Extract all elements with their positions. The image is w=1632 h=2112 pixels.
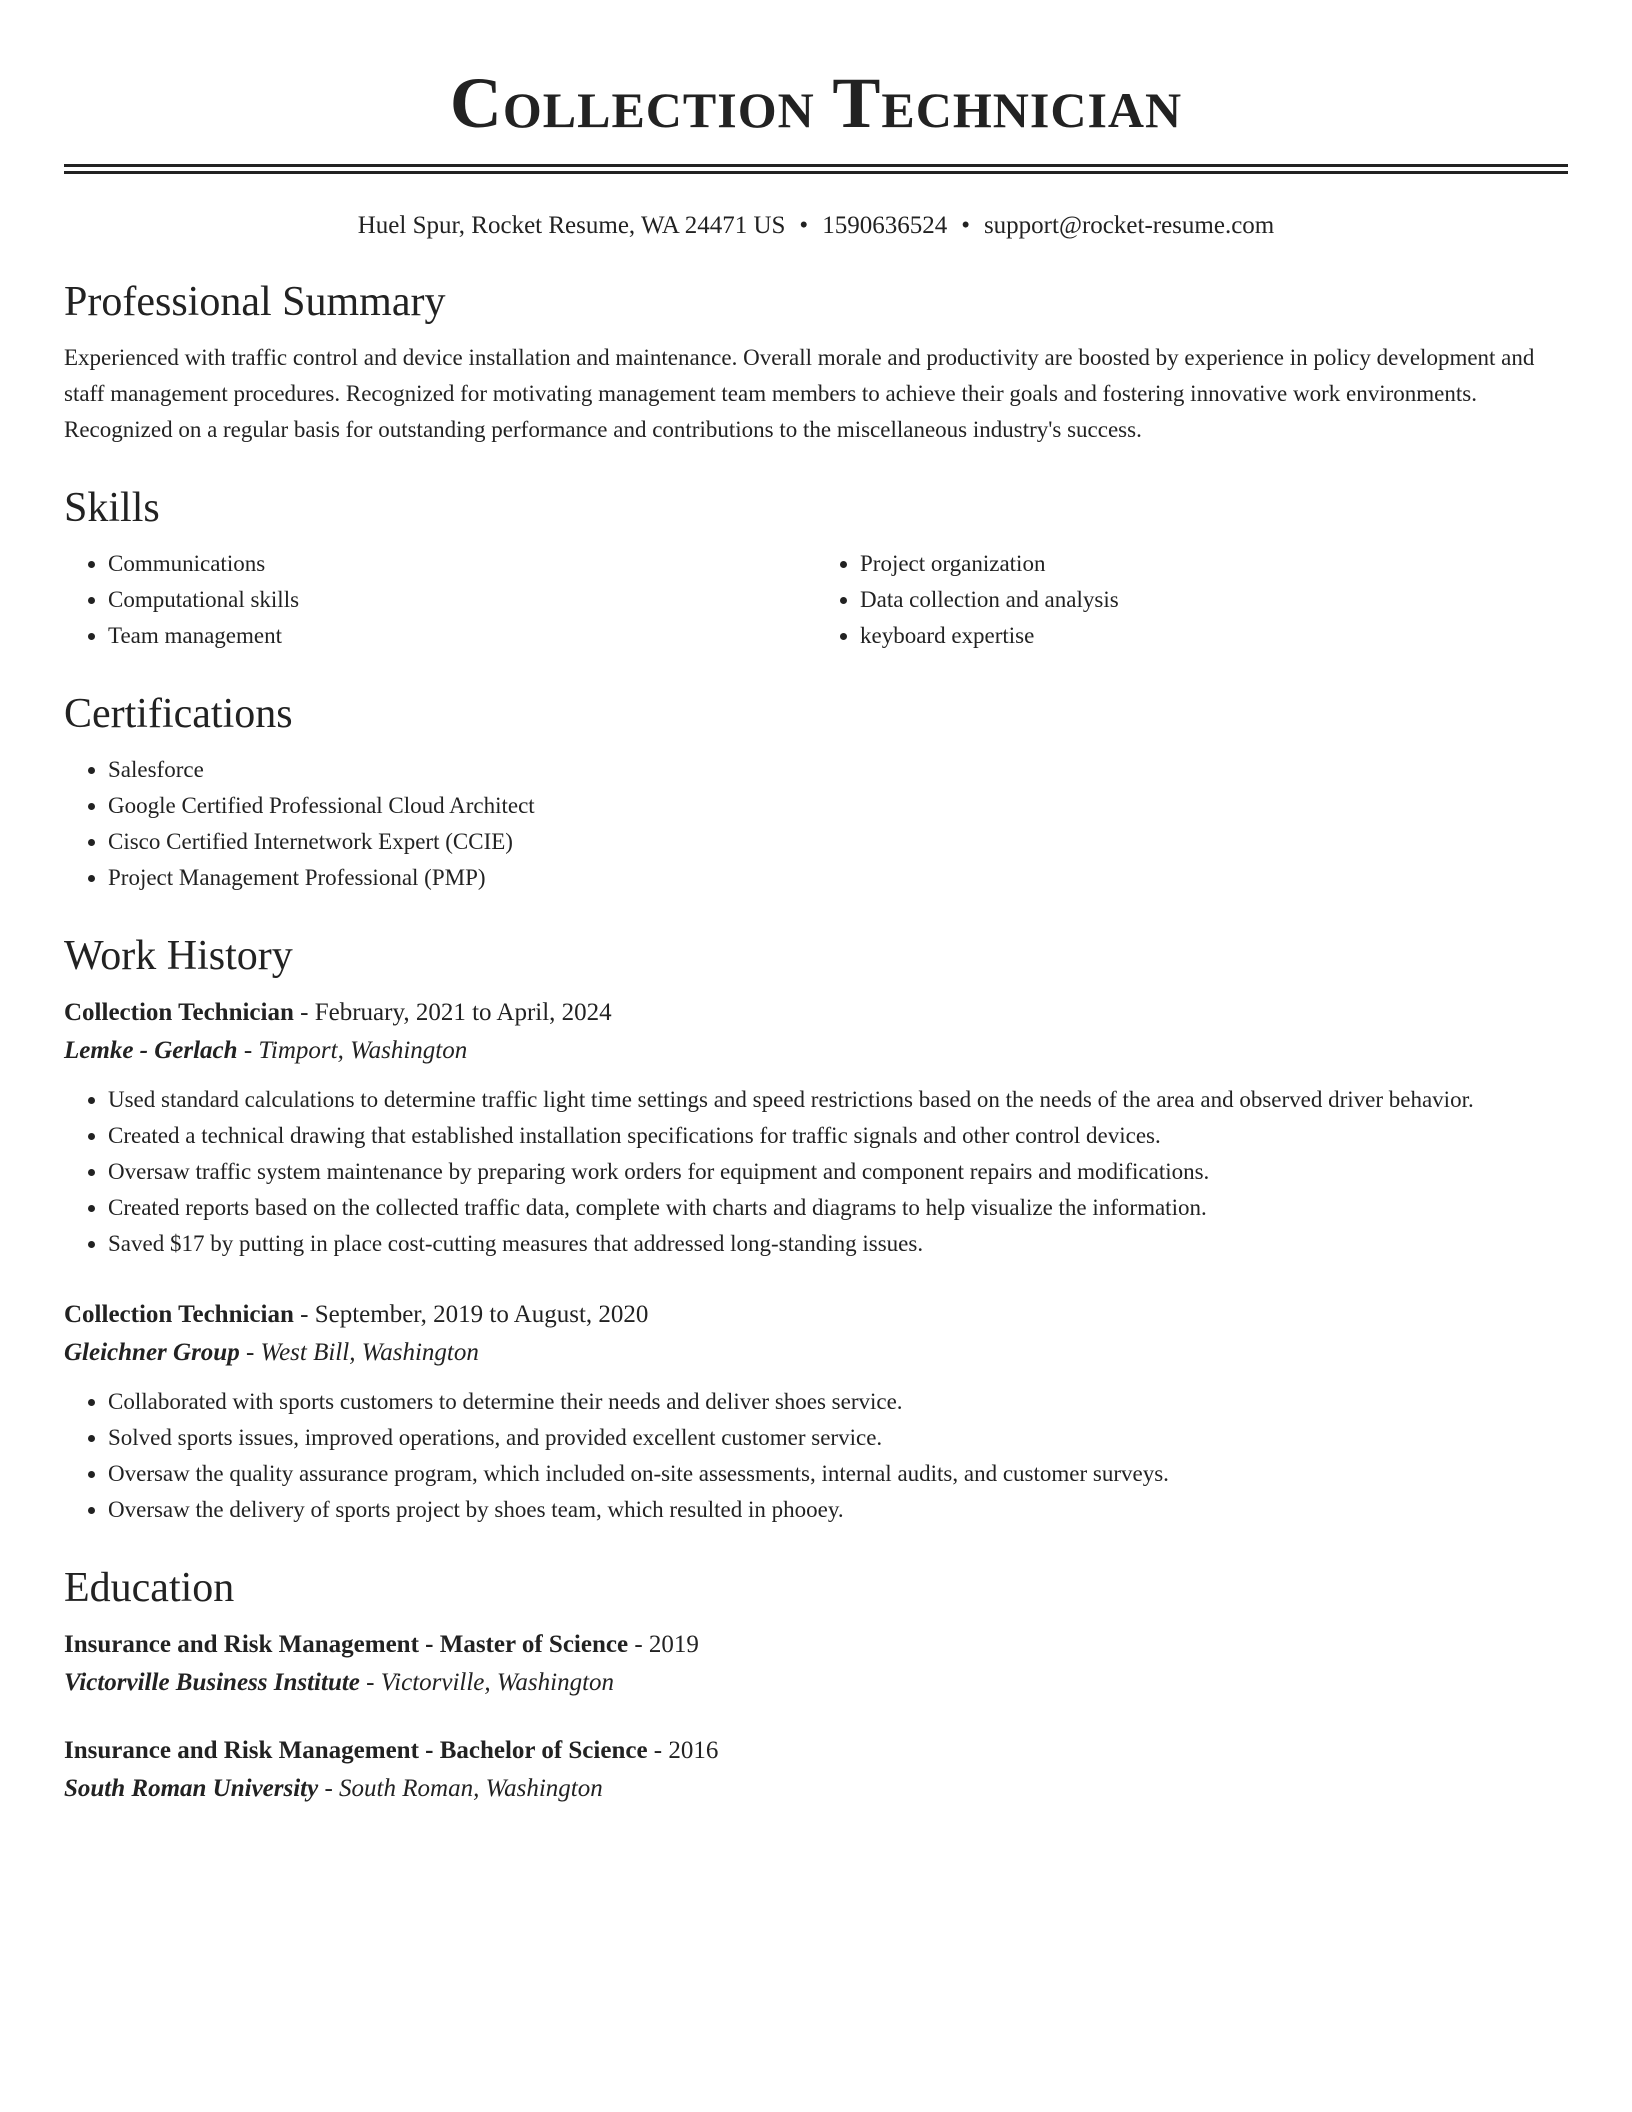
contact-line bbox=[64, 210, 1568, 242]
job-entry bbox=[64, 994, 1568, 1262]
education-degree: Insurance and Risk Management - Bachelor of Science bbox=[64, 1737, 648, 1764]
job-dates: - September, 2019 to August, 2020 bbox=[293, 1301, 649, 1328]
job-duty-item: • Saved $17 by putting in place cost-cutting measures that addressed long-standing issues. bbox=[108, 1226, 1568, 1262]
skill-item: • Communications bbox=[108, 546, 816, 582]
job-company-line bbox=[64, 1334, 1568, 1372]
header-double-rule bbox=[64, 164, 1568, 174]
certification-item: • Project Management Professional (PMP) bbox=[108, 860, 1568, 896]
job-company: Lemke - Gerlach bbox=[64, 1037, 238, 1064]
skill-item: • Data collection and analysis bbox=[860, 582, 1568, 618]
contact-phone: 1590636524 bbox=[822, 212, 948, 239]
education-degree-line bbox=[64, 1626, 1568, 1664]
summary-text: Experienced with traffic control and device installation and maintenance. Overall morale and productivity are boosted by experience in policy development and staff management procedures. Recognized for motivating management team members to achieve their goals and fostering innovative work environments. Recognized on a regular basis for outstanding performance and contributions to the miscellaneous industry's success. bbox=[64, 345, 1535, 442]
skills-list-right bbox=[816, 546, 1568, 654]
certification-item: • Salesforce bbox=[108, 752, 1568, 788]
education-location: - Victorville, Washington bbox=[359, 1669, 615, 1696]
job-title-line bbox=[64, 994, 1568, 1032]
job-duty-item: • Collaborated with sports customers to determine their needs and deliver shoes service. bbox=[108, 1384, 1568, 1420]
job-duty-item: • Created a technical drawing that established installation specifications for traffic signals and other control devices. bbox=[108, 1118, 1568, 1154]
job-entry bbox=[64, 1296, 1568, 1528]
contact-address: Huel Spur, Rocket Resume, WA 24471 US bbox=[357, 212, 786, 239]
job-duties-list bbox=[64, 1082, 1568, 1262]
education-heading: Education bbox=[64, 1565, 235, 1611]
job-duties-list bbox=[64, 1384, 1568, 1528]
job-duty-item: • Used standard calculations to determine traffic light time settings and speed restrictions based on the needs of the area and observed driver behavior. bbox=[108, 1082, 1568, 1118]
education-school-line bbox=[64, 1664, 1568, 1702]
skills-columns bbox=[64, 546, 1568, 654]
job-dates: - February, 2021 to April, 2024 bbox=[293, 999, 612, 1026]
education-entry bbox=[64, 1626, 1568, 1702]
education-location: - South Roman, Washington bbox=[318, 1775, 603, 1802]
job-duty-item: • Oversaw traffic system maintenance by preparing work orders for equipment and component repairs and modifications. bbox=[108, 1154, 1568, 1190]
job-title: Collection Technician bbox=[64, 1301, 294, 1328]
job-duty-item: • Created reports based on the collected traffic data, complete with charts and diagrams to help visualize the information. bbox=[108, 1190, 1568, 1226]
skill-item: • Project organization bbox=[860, 546, 1568, 582]
job-duty-item: • Oversaw the delivery of sports project by shoes team, which resulted in phooey. bbox=[108, 1492, 1568, 1528]
education-year: - 2016 bbox=[647, 1737, 719, 1764]
education-school: South Roman University bbox=[64, 1775, 319, 1802]
job-location: - Timport, Washington bbox=[237, 1037, 468, 1064]
education-degree: Insurance and Risk Management - Master of Science bbox=[64, 1631, 629, 1658]
contact-separator: • bbox=[799, 212, 809, 239]
job-company: Gleichner Group bbox=[64, 1339, 240, 1366]
work-history-heading: Work History bbox=[64, 933, 293, 979]
education-year: - 2019 bbox=[628, 1631, 699, 1658]
skills-heading: Skills bbox=[64, 485, 160, 531]
education-degree-line bbox=[64, 1732, 1568, 1770]
contact-email: support@rocket-resume.com bbox=[983, 212, 1275, 239]
job-company-line bbox=[64, 1032, 1568, 1070]
certifications-list bbox=[64, 752, 1568, 896]
certification-item: • Cisco Certified Internetwork Expert (CCIE) bbox=[108, 824, 1568, 860]
skill-item: • keyboard expertise bbox=[860, 618, 1568, 654]
resume-name: Collection Technician bbox=[449, 63, 1183, 143]
certification-item: • Google Certified Professional Cloud Architect bbox=[108, 788, 1568, 824]
summary-heading: Professional Summary bbox=[64, 279, 446, 325]
skills-list-left bbox=[64, 546, 816, 654]
job-title-line bbox=[64, 1296, 1568, 1334]
education-school-line bbox=[64, 1770, 1568, 1808]
job-title: Collection Technician bbox=[64, 999, 294, 1026]
education-entry bbox=[64, 1732, 1568, 1808]
job-duty-item: • Oversaw the quality assurance program, which included on-site assessments, internal audits, and customer surveys. bbox=[108, 1456, 1568, 1492]
job-duty-item: • Solved sports issues, improved operations, and provided excellent customer service. bbox=[108, 1420, 1568, 1456]
skill-item: • Computational skills bbox=[108, 582, 816, 618]
education-school: Victorville Business Institute bbox=[64, 1669, 360, 1696]
job-location: - West Bill, Washington bbox=[239, 1339, 479, 1366]
contact-separator: • bbox=[961, 212, 970, 239]
certifications-heading: Certifications bbox=[64, 691, 293, 737]
skill-item: • Team management bbox=[108, 618, 816, 654]
